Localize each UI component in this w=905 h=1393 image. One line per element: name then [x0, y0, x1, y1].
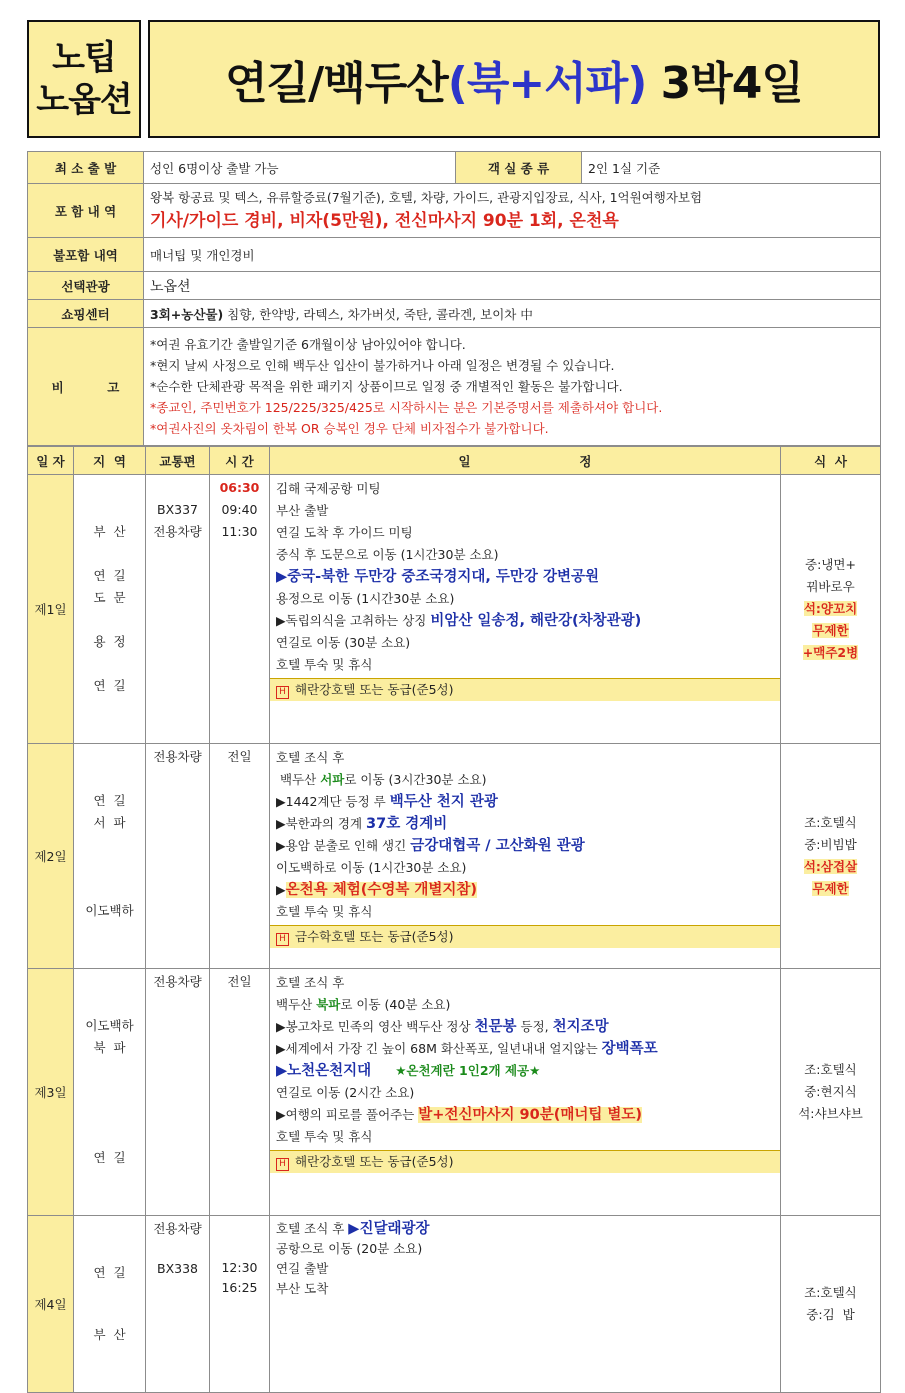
- day-1-regions: [74, 475, 146, 744]
- day-1-transport: [146, 475, 210, 744]
- region: 부 산: [93, 524, 126, 539]
- itinerary-line: 부산 출발: [276, 503, 329, 518]
- day-4-transport: 전용차량 BX338: [146, 1216, 210, 1393]
- optional-value: 노옵션: [144, 272, 881, 300]
- itinerary-line: 용정으로 이동 (1시간30분 소요): [276, 591, 455, 606]
- schedule-table: [27, 446, 881, 1393]
- highlight: 중국-북한 두만강 중조국경지대, 두만강 강변공원: [287, 569, 600, 585]
- shopping-label: 쇼핑센터: [28, 300, 144, 328]
- title-suffix: 3박4일: [646, 58, 803, 109]
- day-1-label: 제1일: [28, 475, 74, 744]
- included-line-2: 기사/가이드 경비, 비자(5만원), 전신마사지 90분 1회, 온천욕: [150, 210, 619, 231]
- region: 용 정: [93, 634, 126, 649]
- header-time: 시 간: [210, 447, 270, 475]
- title-prefix: 연길/백두산: [225, 58, 448, 109]
- header-itinerary: 일 정: [270, 447, 781, 475]
- brand-line-1: 노팁: [52, 38, 116, 78]
- day-4-itinerary: 호텔 조식 후 ▶진달래광장 공항으로 이동 (20분 소요) 연길 출발 부산 도착: [270, 1216, 781, 1393]
- optional-label: 선택관광: [28, 272, 144, 300]
- notes-label: 비 고: [28, 328, 144, 446]
- day-1-meals: 중:냉면+ 꿔바로우 석:양꼬치 무제한 +맥주2병: [781, 475, 881, 744]
- excluded-label: 불포함 내역: [28, 238, 144, 272]
- day-3-transport: 전용차량: [146, 969, 210, 1216]
- min-departure-value: 성인 6명이상 출발 가능: [144, 152, 456, 184]
- day-4-row: [28, 1216, 881, 1393]
- region: 도 문: [93, 590, 126, 605]
- itinerary-line: ▶독립의식을 고취하는 상징 비암산 일송정, 해란강(차창관광): [276, 613, 642, 629]
- hotel-icon: H: [276, 1158, 289, 1171]
- header-region: 지 역: [74, 447, 146, 475]
- note-red-1: *종교인, 주민번호가 125/225/325/425로 시작하시는 분은 기본증명서를 제출하셔야 합니다.: [150, 400, 663, 415]
- note-2: *현지 날씨 사정으로 인해 백두산 입산이 불가하거나 아래 일정은 변경될 수 있습니다.: [150, 358, 615, 373]
- highlight: 비암산 일송정, 해란강(차창관광): [430, 613, 642, 629]
- region: 연 길: [93, 678, 126, 693]
- day-2-transport: 전용차량: [146, 744, 210, 969]
- time: 09:40: [221, 502, 258, 517]
- day-4-times: 12:30 16:25: [210, 1216, 270, 1393]
- time: 06:30: [219, 480, 260, 495]
- title-highlight: (북+서파): [447, 58, 647, 109]
- day-2-label: 제2일: [28, 744, 74, 969]
- itinerary-line: 호텔 투숙 및 휴식: [276, 657, 373, 672]
- hotel-line: H 해란강호텔 또는 동급(준5성): [270, 1150, 780, 1173]
- included-label: 포 함 내 역: [28, 184, 144, 238]
- included-value: [144, 184, 881, 238]
- day-2-time: 전일: [210, 744, 270, 969]
- brand-badge: [27, 20, 141, 138]
- info-table: [27, 151, 881, 446]
- hotel-icon: H: [276, 686, 289, 699]
- day-4-label: 제4일: [28, 1216, 74, 1393]
- itinerary-line: 연길로 이동 (30분 소요): [276, 635, 411, 650]
- itinerary-line: ▶중국-북한 두만강 중조국경지대, 두만강 강변공원: [276, 569, 600, 585]
- included-line-1: 왕복 항공료 및 텍스, 유류할증료(7월기준), 호텔, 차량, 가이드, 관광지입장료, 식사, 1억원여행자보험: [150, 189, 703, 205]
- page-title: [148, 20, 880, 138]
- excluded-value: 매너팁 및 개인경비: [144, 238, 881, 272]
- day-2-itinerary: 호텔 조식 후 백두산 서파로 이동 (3시간30분 소요) ▶1442계단 등정 루 백두산 천지 관광 ▶북한과의 경계 37호 경계비 ▶용암 분출로 인해 생긴 금강대협곡 / 고산화원 관광 이도백하로 이동 (1시간30분 소요) ▶온천욕 체험(수영복 개별지참) 호텔 투숙 및 휴식 H 금수학호텔 또는 동급(준5성): [270, 744, 781, 969]
- header-transport: 교통편: [146, 447, 210, 475]
- day-4-meals: 조:호텔식 중:김 밥: [781, 1216, 881, 1393]
- shopping-bold: 3회+농산물): [150, 306, 224, 322]
- hotel-line: H 금수학호텔 또는 동급(준5성): [270, 925, 780, 948]
- header-day: 일 자: [28, 447, 74, 475]
- day-4-regions: 연 길 부 산: [74, 1216, 146, 1393]
- day-3-meals: 조:호텔식 중:현지식 석:샤브샤브: [781, 969, 881, 1216]
- itinerary-line: 중식 후 도문으로 이동 (1시간30분 소요): [276, 547, 499, 562]
- day-3-row: [28, 969, 881, 1216]
- room-label: 객 실 종 류: [456, 152, 582, 184]
- notes-value: [144, 328, 881, 446]
- brand-line-2: 노옵션: [36, 80, 132, 120]
- day-1-times: [210, 475, 270, 744]
- day-3-itinerary: 호텔 조식 후 백두산 북파로 이동 (40분 소요) ▶봉고차로 민족의 영산 백두산 정상 천문봉 등정, 천지조망 ▶세계에서 가장 긴 높이 68M 화산폭포, 일년내내 얼지않는 장백폭포 ▶노천온천지대 ★온천계란 1인2개 제공★ 연길로 이동 (2시간 소요) ▶여행의 피로를 풀어주는 발+전신마사지 90분(매너팁 별도) 호텔 투숙 및 휴식 H 해란강호텔 또는 동급(준5성): [270, 969, 781, 1216]
- vehicle: 전용차량: [153, 524, 202, 539]
- time: 11:30: [221, 524, 258, 539]
- header-meals: 식 사: [781, 447, 881, 475]
- hotel-line: H 해란강호텔 또는 동급(준5성): [270, 678, 780, 701]
- day-1-row: [28, 475, 881, 744]
- shopping-value: [144, 300, 881, 328]
- itinerary-line: 연길 도착 후 가이드 미팅: [276, 525, 413, 540]
- day-2-row: [28, 744, 881, 969]
- note-red-2: *여권사진의 옷차림이 한복 OR 승복인 경우 단체 비자접수가 불가합니다.: [150, 421, 549, 436]
- day-3-regions: 이도백하 북 파 연 길: [74, 969, 146, 1216]
- flight-code: BX337: [157, 502, 198, 517]
- day-3-label: 제3일: [28, 969, 74, 1216]
- min-departure-label: 최 소 출 발: [28, 152, 144, 184]
- note-3: *순수한 단체관광 목적을 위한 패키지 상품이므로 일정 중 개별적인 활동은 불가합니다.: [150, 379, 623, 394]
- day-1-itinerary: [270, 475, 781, 744]
- day-2-regions: 연 길 서 파 이도백하: [74, 744, 146, 969]
- room-value: 2인 1실 기준: [582, 152, 881, 184]
- note-1: *여권 유효기간 출발일기준 6개월이상 남아있어야 합니다.: [150, 337, 466, 352]
- region: 연 길: [93, 568, 126, 583]
- day-2-meals: 조:호텔식 중:비빔밥 석:삼겹살 무제한: [781, 744, 881, 969]
- day-3-time: 전일: [210, 969, 270, 1216]
- itinerary-line: 김해 국제공항 미팅: [276, 481, 381, 496]
- shopping-items: 침향, 한약방, 라텍스, 차가버섯, 죽탄, 콜라겐, 보이차 中: [223, 306, 533, 322]
- hotel-icon: H: [276, 933, 289, 946]
